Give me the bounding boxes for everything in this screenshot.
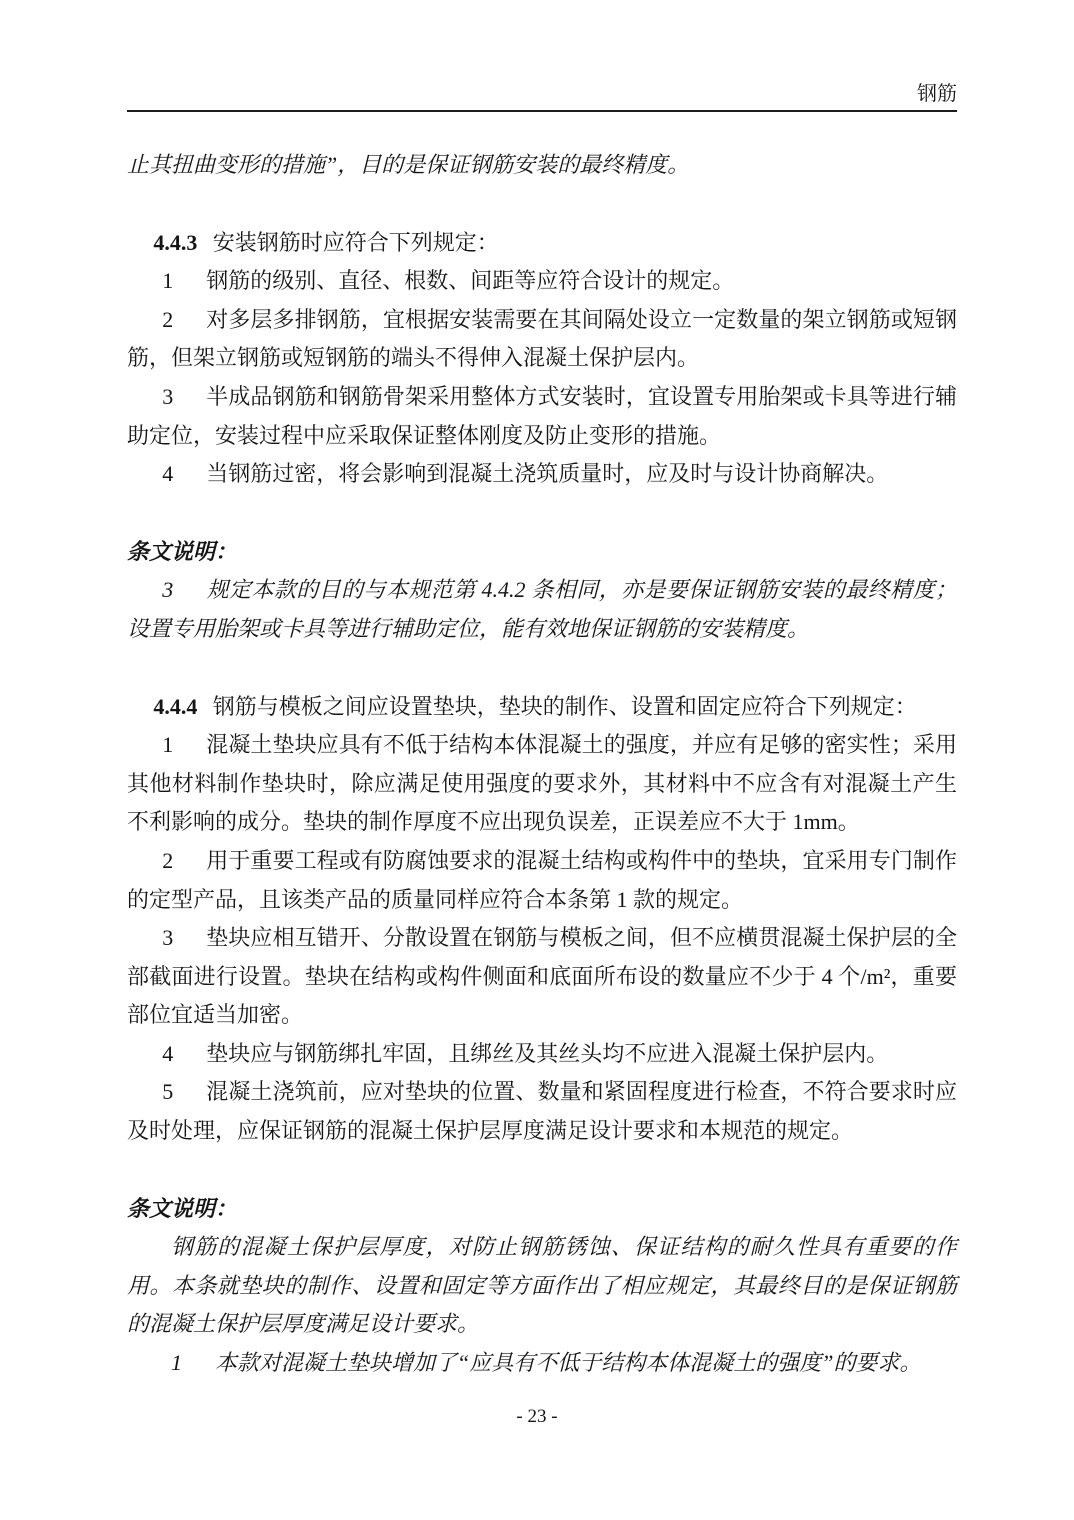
clause-title: 钢筋与模板之间应设置垫块，垫块的制作、设置和固定应符合下列规定： bbox=[212, 693, 917, 719]
clause-443-heading bbox=[127, 224, 957, 263]
clause-444-item-5 bbox=[127, 1073, 957, 1150]
clause-444-item-1 bbox=[127, 726, 957, 842]
clause-443-item-3 bbox=[127, 378, 957, 455]
item-number: 3 bbox=[162, 925, 174, 951]
clause-444-item-3 bbox=[127, 919, 957, 1035]
item-text: 规定本款的目的与本规范第 4.4.2 条相同，亦是要保证钢筋安装的最终精度；设置专用胎架或卡具等进行辅助定位，能有效地保证钢筋的安装精度。 bbox=[127, 577, 957, 641]
clause-444-item-2 bbox=[127, 842, 957, 919]
item-number: 4 bbox=[162, 1040, 174, 1066]
page-number: - 23 - bbox=[516, 1406, 558, 1427]
item-number: 4 bbox=[162, 461, 174, 487]
clause-443-item-4 bbox=[127, 455, 957, 494]
item-text: 混凝土垫块应具有不低于结构本体混凝土的强度，并应有足够的密实性；采用其他材料制作垫块时，除应满足使用强度的要求外，其材料中不应含有对混凝土产生不利影响的成分。垫块的制作厚度不应出现负误差，正误差应不大于 1mm。 bbox=[127, 732, 957, 835]
page-footer bbox=[0, 1405, 1074, 1429]
explanation-444-intro-paragraph: 钢筋的混凝土保护层厚度，对防止钢筋锈蚀、保证结构的耐久性具有重要的作用。本条就垫块的制作、设置和固定等方面作出了相应规定，其最终目的是保证钢筋的混凝土保护层厚度满足设计要求。 bbox=[127, 1234, 957, 1337]
item-number: 2 bbox=[162, 847, 174, 873]
item-number: 3 bbox=[162, 383, 174, 409]
item-number: 1 bbox=[162, 268, 174, 294]
item-text: 混凝土浇筑前，应对垫块的位置、数量和紧固程度进行检查，不符合要求时应及时处理，应保证钢筋的混凝土保护层厚度满足设计要求和本规范的规定。 bbox=[127, 1079, 957, 1144]
item-text: 对多层多排钢筋，宜根据安装需要在其间隔处设立一定数量的架立钢筋或短钢筋，但架立钢筋或短钢筋的端头不得伸入混凝土保护层内。 bbox=[127, 306, 957, 371]
item-number: 1 bbox=[171, 1350, 182, 1376]
item-number: 3 bbox=[162, 577, 174, 603]
explanation-443-item-3 bbox=[127, 571, 957, 648]
item-text: 本款对混凝土垫块增加了“应具有不低于结构本体混凝土的强度”的要求。 bbox=[215, 1350, 922, 1376]
item-text: 钢筋的级别、直径、根数、间距等应符合设计的规定。 bbox=[206, 268, 735, 294]
item-text: 垫块应相互错开、分散设置在钢筋与模板之间，但不应横贯混凝土保护层的全部截面进行设置。垫块在结构或构件侧面和底面所布设的数量应不少于 4 个/m²，重要部位宜适当加密。 bbox=[127, 925, 957, 1028]
explanation-label-443: 条文说明： bbox=[127, 538, 238, 564]
clause-title: 安装钢筋时应符合下列规定： bbox=[212, 229, 499, 255]
clause-443-item-1 bbox=[127, 262, 957, 301]
clause-443-item-2 bbox=[127, 301, 957, 378]
clause-number: 4.4.3 bbox=[153, 229, 198, 255]
explanation-label-444: 条文说明： bbox=[127, 1195, 238, 1221]
clause-444-heading bbox=[127, 688, 957, 727]
item-text: 垫块应与钢筋绑扎牢固，且绑丝及其丝头均不应进入混凝土保护层内。 bbox=[206, 1040, 889, 1066]
item-number: 5 bbox=[162, 1079, 174, 1105]
item-text: 用于重要工程或有防腐蚀要求的混凝土结构或构件中的垫块，宜采用专门制作的定型产品，且该类产品的质量同样应符合本条第 1 款的规定。 bbox=[127, 847, 957, 912]
explanation-444-item-1 bbox=[127, 1344, 957, 1383]
item-number: 2 bbox=[162, 306, 174, 332]
page-header bbox=[127, 83, 957, 112]
header-title: 钢筋 bbox=[917, 83, 957, 105]
intro-continuation-paragraph: 止其扭曲变形的措施”，目的是保证钢筋安装的最终精度。 bbox=[127, 152, 690, 177]
item-number: 1 bbox=[162, 732, 174, 758]
page-content bbox=[127, 0, 957, 1383]
item-text: 当钢筋过密，将会影响到混凝土浇筑质量时，应及时与设计协商解决。 bbox=[206, 461, 889, 487]
clause-number: 4.4.4 bbox=[153, 693, 198, 719]
item-text: 半成品钢筋和钢筋骨架采用整体方式安装时，宜设置专用胎架或卡具等进行辅助定位，安装过程中应采取保证整体刚度及防止变形的措施。 bbox=[127, 383, 957, 448]
clause-444-item-4 bbox=[127, 1035, 957, 1074]
